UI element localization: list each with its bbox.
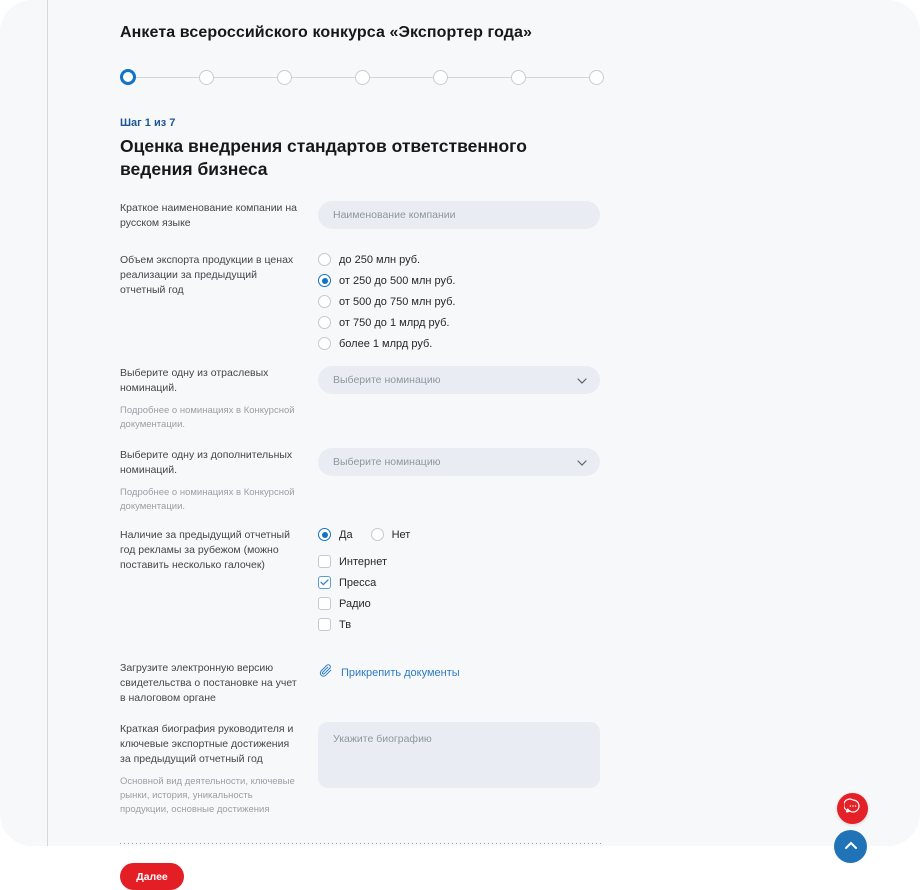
- chat-button[interactable]: [837, 793, 868, 824]
- checkbox-label: Пресса: [339, 577, 376, 589]
- checkbox-icon[interactable]: [318, 597, 331, 610]
- checkbox-checked-icon[interactable]: [318, 576, 331, 589]
- page-title: Анкета всероссийского конкурса «Экспортер года»: [120, 24, 604, 42]
- checkbox-label: Интернет: [339, 556, 387, 568]
- field-row-industry-nomination: [120, 366, 604, 432]
- step-3-circle[interactable]: [277, 70, 292, 85]
- field-row-tax-certificate: [120, 661, 604, 706]
- checkbox-icon[interactable]: [318, 618, 331, 631]
- radio-icon[interactable]: [318, 337, 331, 350]
- biography-hint: Основной вид деятельности, ключевые рынки, история, уникальность продукции, основные достижения: [120, 775, 318, 817]
- radio-label: Да: [339, 529, 353, 541]
- additional-nomination-label: Выберите одну из дополнительных номинаций.: [120, 448, 318, 478]
- radio-option-export-3[interactable]: [318, 295, 604, 308]
- field-row-company-name: [120, 201, 604, 231]
- checkbox-option-press[interactable]: [318, 576, 604, 589]
- additional-nomination-hint: Подробнее о номинациях в Конкурсной документации.: [120, 486, 318, 514]
- field-row-export-volume: [120, 253, 604, 350]
- step-7-circle[interactable]: [589, 70, 604, 85]
- radio-label: Нет: [392, 529, 411, 541]
- select-value: Выберите номинацию: [333, 374, 441, 386]
- step-connector: [292, 77, 355, 78]
- checkbox-label: Радио: [339, 598, 371, 610]
- radio-icon[interactable]: [318, 295, 331, 308]
- step-5-circle[interactable]: [433, 70, 448, 85]
- chevron-down-icon: [577, 453, 587, 471]
- select-value: Выберите номинацию: [333, 456, 441, 468]
- radio-label: от 500 до 750 млн руб.: [339, 296, 455, 308]
- step-connector: [136, 77, 199, 78]
- arrow-up-icon: [845, 836, 857, 854]
- step-connector: [214, 77, 277, 78]
- checkbox-option-internet[interactable]: [318, 555, 604, 568]
- checkbox-label: Тв: [339, 619, 351, 631]
- step-connector: [526, 77, 589, 78]
- step-2-circle[interactable]: [199, 70, 214, 85]
- section-heading: Оценка внедрения стандартов ответственного ведения бизнеса: [120, 135, 590, 181]
- radio-label: от 250 до 500 млн руб.: [339, 275, 455, 287]
- scroll-top-button[interactable]: [834, 830, 867, 863]
- radio-option-export-5[interactable]: [318, 337, 604, 350]
- radio-option-yes[interactable]: [318, 528, 353, 541]
- checkbox-option-radio[interactable]: [318, 597, 604, 610]
- radio-checked-icon[interactable]: [318, 274, 331, 287]
- attach-documents-link[interactable]: [318, 663, 604, 683]
- speech-bubble-dots-icon: [844, 797, 862, 820]
- radio-checked-icon[interactable]: [318, 528, 331, 541]
- field-row-additional-nomination: [120, 448, 604, 514]
- field-row-biography: [120, 722, 604, 817]
- radio-icon[interactable]: [371, 528, 384, 541]
- dotted-divider: [120, 843, 604, 844]
- attach-link-label: Прикрепить документы: [341, 667, 460, 679]
- tax-certificate-label: Загрузите электронную версию свидетельства о постановке на учет в налоговом органе: [120, 661, 318, 706]
- step-6-circle[interactable]: [511, 70, 526, 85]
- radio-icon[interactable]: [318, 253, 331, 266]
- radio-icon[interactable]: [318, 316, 331, 329]
- field-row-foreign-advertising: [120, 528, 604, 631]
- industry-nomination-select[interactable]: [318, 366, 600, 394]
- biography-label: Краткая биография руководителя и ключевые экспортные достижения за предыдущий отчетный год: [120, 722, 318, 767]
- paperclip-icon: [318, 663, 333, 683]
- radio-label: до 250 млн руб.: [339, 254, 420, 266]
- next-button[interactable]: Далее: [120, 863, 184, 890]
- radio-option-no[interactable]: [371, 528, 411, 541]
- step-counter: Шаг 1 из 7: [120, 117, 604, 129]
- industry-nomination-hint: Подробнее о номинациях в Конкурсной документации.: [120, 404, 318, 432]
- radio-label: от 750 до 1 млрд руб.: [339, 317, 449, 329]
- radio-option-export-1[interactable]: [318, 253, 604, 266]
- export-volume-label: Объем экспорта продукции в ценах реализации за предыдущий отчетный год: [120, 253, 318, 298]
- industry-nomination-label: Выберите одну из отраслевых номинаций.: [120, 366, 318, 396]
- checkbox-icon[interactable]: [318, 555, 331, 568]
- form-content: [120, 0, 604, 890]
- radio-label: более 1 млрд руб.: [339, 338, 432, 350]
- chevron-down-icon: [577, 371, 587, 389]
- biography-textarea[interactable]: [318, 722, 600, 788]
- company-name-label: Краткое наименование компании на русском языке: [120, 201, 318, 231]
- company-name-input[interactable]: [318, 201, 600, 229]
- left-divider-line: [47, 0, 48, 846]
- step-1-circle[interactable]: [120, 69, 136, 85]
- foreign-advertising-label: Наличие за предыдущий отчетный год рекламы за рубежом (можно поставить несколько галочек): [120, 528, 318, 573]
- step-connector: [448, 77, 511, 78]
- radio-option-export-2[interactable]: [318, 274, 604, 287]
- wizard-stepper: [120, 69, 604, 85]
- step-4-circle[interactable]: [355, 70, 370, 85]
- checkbox-option-tv[interactable]: [318, 618, 604, 631]
- radio-option-export-4[interactable]: [318, 316, 604, 329]
- additional-nomination-select[interactable]: [318, 448, 600, 476]
- step-connector: [370, 77, 433, 78]
